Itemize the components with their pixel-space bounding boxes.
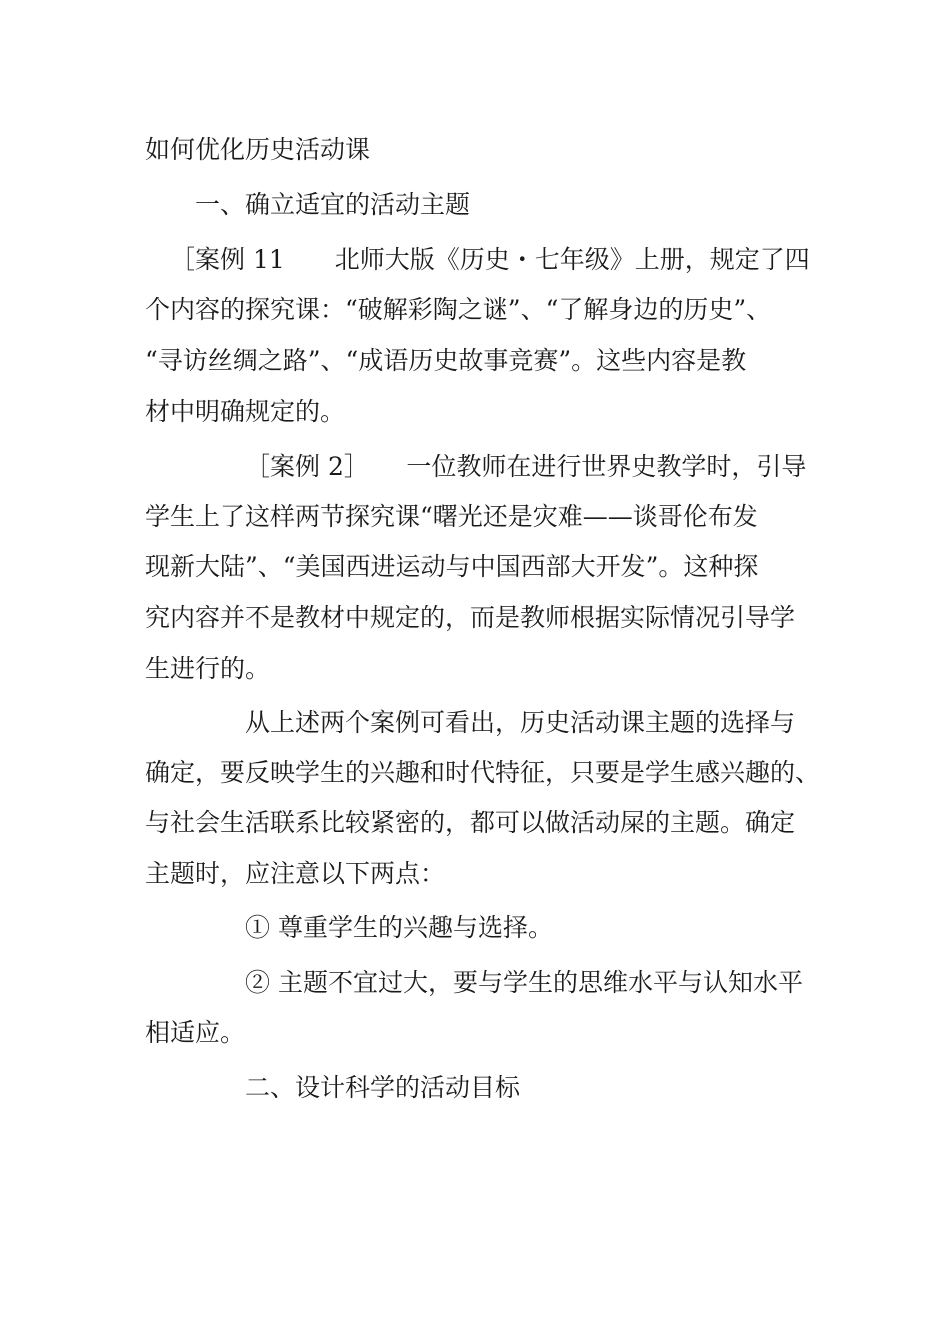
summary-line-1: 从上述两个案例可看出，历史活动课主题的选择与 <box>245 708 796 737</box>
summary-line-2: 确定，要反映学生的兴趣和时代特征，只要是学生感兴趣的、 <box>145 758 821 787</box>
case-2-line-4: 究内容并不是教材中规定的，而是教师根据实际情况引导学 <box>145 603 796 632</box>
document-title: 如何优化历史活动课 <box>145 135 371 164</box>
case-2-line-5: 生进行的。 <box>145 654 271 683</box>
point-2-line-1: ② 主题不宜过大，要与学生的思维水平与认知水平 <box>245 968 803 997</box>
case-1-line-2: 个内容的探究课：“破解彩陶之谜”、“了解身边的历史”、 <box>145 295 772 324</box>
case-2-line-1: ［案例 2］ 一位教师在进行世界史教学时，引导 <box>245 452 807 481</box>
case-1-line-3: “寻访丝绸之路”、“成语历史故事竞赛”。这些内容是教 <box>145 346 747 375</box>
case-2-line-2: 学生上了这样两节探究课“曙光还是灾难——谈哥伦布发 <box>145 502 758 531</box>
section-heading-1: 一、确立适宜的活动主题 <box>195 190 471 219</box>
section-heading-2: 二、设计科学的活动目标 <box>245 1073 521 1102</box>
case-1-line-4: 材中明确规定的。 <box>145 397 346 426</box>
case-1-line-1: ［案例 11 北师大版《历史・七年级》上册，规定了四 <box>170 245 810 274</box>
point-2-line-2: 相适应。 <box>145 1018 246 1047</box>
case-2-line-3: 现新大陆”、“美国西进运动与中国西部大开发”。这种探 <box>145 552 759 581</box>
summary-line-4: 主题时，应注意以下两点： <box>145 859 446 888</box>
summary-line-3: 与社会生活联系比较紧密的，都可以做活动屎的主题。确定 <box>145 808 796 837</box>
point-1: ① 尊重学生的兴趣与选择。 <box>245 913 553 942</box>
